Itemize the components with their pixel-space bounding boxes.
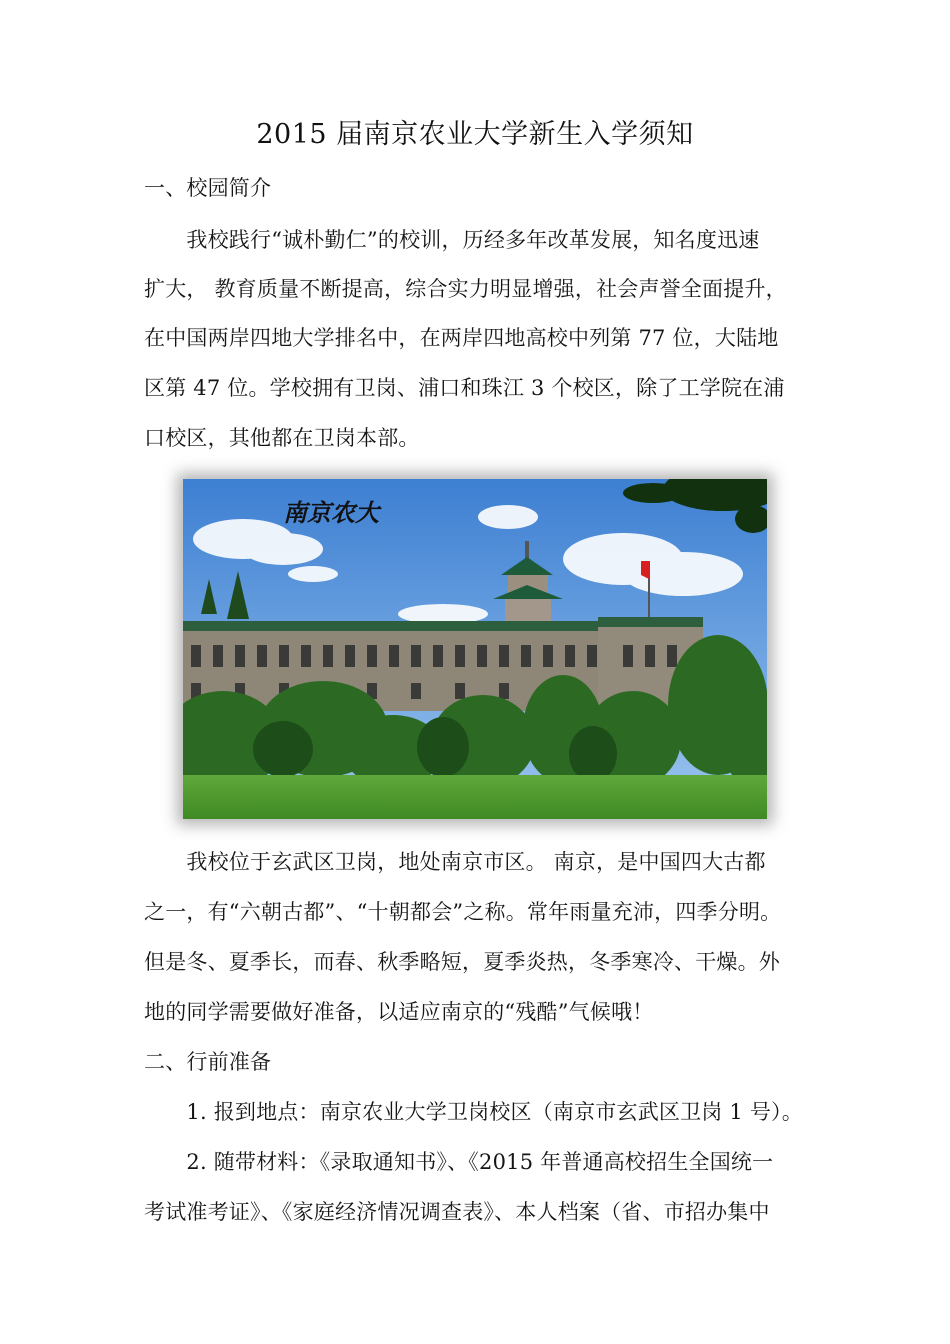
section-heading-preparation: 二、行前准备: [144, 1050, 272, 1074]
paragraph-line: 地的同学需要做好准备，以适应南京的“残酷”气候哦！: [144, 1000, 654, 1024]
list-item: 1. 报到地点：南京农业大学卫岗校区（南京市玄武区卫岗 1 号）。: [144, 1100, 803, 1124]
document-title: 2015 届南京农业大学新生入学须知: [256, 119, 694, 150]
list-item: 2. 随带材料：《录取通知书》、《2015 年普通高校招生全国统一: [144, 1150, 774, 1174]
paragraph-line: 我校位于玄武区卫岗，地处南京市区。 南京，是中国四大古都: [144, 850, 766, 874]
paragraph-line: 在中国两岸四地大学排名中，在两岸四地高校中列第 77 位，大陆地: [144, 326, 779, 350]
paragraph-line: 扩大， 教育质量不断提高，综合实力明显增强，社会声誉全面提升，: [144, 277, 787, 301]
paragraph-line: 我校践行“诚朴勤仁”的校训，历经多年改革发展，知名度迅速: [144, 228, 760, 252]
paragraph-line: 区第 47 位。学校拥有卫岗、浦口和珠江 3 个校区，除了工学院在浦: [144, 376, 785, 400]
paragraph-line: 口校区，其他都在卫岗本部。: [144, 426, 420, 450]
paragraph-line: 之一，有“六朝古都”、“十朝都会”之称。常年雨量充沛，四季分明。: [144, 900, 782, 924]
campus-photo: [183, 479, 767, 819]
paragraph-line: 但是冬、夏季长，而春、秋季略短，夏季炎热，冬季寒冷、干燥。外: [144, 950, 780, 974]
section-heading-campus: 一、校园简介: [144, 176, 272, 200]
list-item: 考试准考证》、《家庭经济情况调查表》、本人档案（省、市招办集中: [144, 1200, 770, 1224]
photo-caption: 南京农大: [283, 498, 379, 527]
